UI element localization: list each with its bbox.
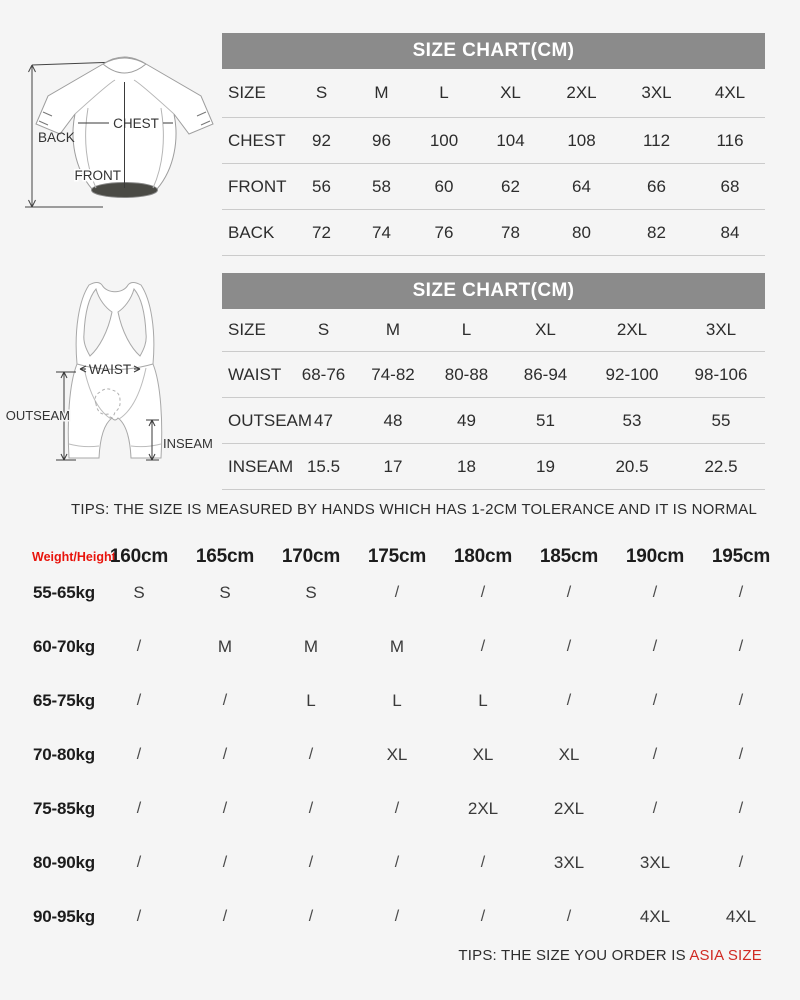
value-cell: 15.5 [306,456,341,476]
header-cell: S [317,320,330,339]
header-cell: XL [535,320,556,339]
value-cell: 112 [642,130,671,150]
bib-table-header [222,309,765,352]
slash-cell: / [136,638,142,655]
row-label: BACK [228,222,275,242]
size-cell: XL [558,745,580,764]
weight-height-corner-label: Weight/Height [32,550,116,564]
size-cell: 4XL [639,907,671,926]
size-cell: XL [472,745,494,764]
value-cell: 53 [622,410,642,430]
table-row [222,164,765,210]
value-cell: 100 [429,130,459,150]
row-label: WAIST [228,364,282,384]
value-cell: 78 [501,222,520,242]
row-label: OUTSEAM [228,410,313,430]
value-cell: 80 [572,222,591,242]
header-cell: 2XL [566,83,597,102]
jersey-table-body [222,118,765,256]
value-cell: 92 [312,130,331,150]
tips-asia-size-prefix: TIPS: THE SIZE YOU ORDER IS [458,947,690,964]
value-cell: 76 [434,222,454,242]
row-label: CHEST [228,130,286,150]
slash-cell: / [222,908,228,925]
value-cell: 96 [372,130,391,150]
jersey-table-title: SIZE CHART(CM) [222,33,765,69]
slash-cell: / [566,638,572,655]
size-cell: S [219,583,231,602]
value-cell: 74 [372,222,391,242]
size-cell: L [392,691,402,710]
slash-cell: / [222,854,228,871]
value-cell: 92-100 [605,364,659,384]
slash-cell: / [394,854,400,871]
value-cell: 98-106 [694,364,748,384]
value-cell: 22.5 [704,456,738,476]
value-cell: 74-82 [371,364,415,384]
weight-row-label: 75-85kg [33,799,95,818]
header-cell: 3XL [705,320,737,339]
jersey-diagram [8,38,220,214]
value-cell: 19 [536,456,555,476]
slash-cell: / [738,854,744,871]
slash-cell: / [394,800,400,817]
slash-cell: / [222,692,228,709]
height-header-cell: 165cm [195,546,255,567]
height-header-cell: 185cm [539,546,599,567]
slash-cell: / [738,746,744,763]
slash-cell: / [652,746,658,763]
slash-cell: / [566,584,572,601]
table-row [222,118,765,164]
value-cell: 80-88 [444,364,489,384]
height-header-cell: 180cm [453,546,513,567]
tips-asia-size [0,947,762,964]
slash-cell: / [308,854,314,871]
table-row [222,210,765,256]
size-cell: L [306,691,316,710]
slash-cell: / [136,746,142,763]
slash-cell: / [222,746,228,763]
height-header-cell: 195cm [711,546,771,567]
slash-cell: / [394,908,400,925]
value-cell: 18 [457,456,476,476]
weight-row-label: 90-95kg [33,907,95,926]
size-cell: S [305,583,317,602]
value-cell: 104 [496,130,525,150]
size-cell: L [478,691,488,710]
slash-cell: / [652,638,658,655]
size-cell: 2XL [553,799,585,818]
height-header-cell: 170cm [281,546,341,567]
bib-inseam-label: INSEAM [163,436,213,451]
bib-table-body [222,352,765,490]
jersey-size-table [222,33,765,256]
slash-cell: / [136,800,142,817]
header-cell: L [439,83,449,102]
slash-cell: / [480,638,486,655]
slash-cell: / [566,908,572,925]
value-cell: 68 [720,176,740,196]
slash-cell: / [136,692,142,709]
slash-cell: / [652,692,658,709]
row-label: FRONT [228,176,287,196]
header-cell: 4XL [714,83,746,102]
weight-row-label: 80-90kg [33,853,95,872]
weight-row-label: 60-70kg [33,637,95,656]
value-cell: 116 [716,130,744,150]
bib-table-title: SIZE CHART(CM) [222,273,765,309]
slash-cell: / [652,800,658,817]
value-cell: 51 [536,410,555,430]
size-cell: M [303,637,319,656]
slash-cell: / [652,584,658,601]
header-cell: M [374,83,389,102]
value-cell: 72 [312,222,331,242]
header-cell: XL [500,83,521,102]
header-cell: L [461,320,472,339]
header-cell: 3XL [641,83,672,102]
slash-cell: / [480,854,486,871]
bib-outseam-label: OUTSEAM [5,408,70,423]
header-cell: 2XL [616,320,648,339]
table-row [222,444,765,490]
slash-cell: / [308,746,314,763]
weight-row-label: 70-80kg [33,745,95,764]
value-cell: 66 [647,176,666,196]
slash-cell: / [222,800,228,817]
slash-cell: / [480,908,486,925]
size-cell: S [133,583,145,602]
value-cell: 20.5 [615,456,649,476]
height-header-cell: 190cm [625,546,685,567]
table-row [222,352,765,398]
value-cell: 82 [647,222,666,242]
size-cell: M [389,637,405,656]
slash-cell: / [480,584,486,601]
size-matrix-body [32,566,784,944]
slash-cell: / [136,854,142,871]
slash-cell: / [394,584,400,601]
value-cell: 60 [434,176,454,196]
table-row [222,398,765,444]
weight-row-label: 55-65kg [33,583,95,602]
height-header-cell: 160cm [109,546,169,567]
value-cell: 62 [501,176,520,196]
size-cell: 3XL [553,853,585,872]
slash-cell: / [738,800,744,817]
row-label: INSEAM [228,456,294,476]
jersey-table-header [222,69,765,118]
slash-cell: / [308,800,314,817]
value-cell: 55 [711,410,731,430]
jersey-chest-label: CHEST [113,116,159,131]
value-cell: 56 [312,176,331,196]
value-cell: 86-94 [523,364,568,384]
size-cell: 2XL [467,799,499,818]
weight-row-label: 65-75kg [33,691,95,710]
height-header-cell: 175cm [367,546,427,567]
bib-waist-label: WAIST [88,362,132,377]
value-cell: 84 [720,222,740,242]
jersey-back-label: BACK [38,130,75,145]
value-cell: 108 [567,130,596,150]
value-cell: 64 [572,176,591,196]
value-cell: 58 [372,176,391,196]
header-cell: SIZE [228,83,266,102]
tips-asia-size-highlight: ASIA SIZE [689,947,762,964]
slash-cell: / [308,908,314,925]
value-cell: 49 [457,410,476,430]
value-cell: 68-76 [301,364,346,384]
slash-cell: / [738,692,744,709]
header-cell: M [385,320,401,339]
size-cell: M [217,637,233,656]
value-cell: 47 [314,410,333,430]
tips-measure-tolerance: TIPS: THE SIZE IS MEASURED BY HANDS WHICH HAS 1-2CM TOLERANCE AND IT IS NORMAL [70,501,757,518]
value-cell: 48 [383,410,403,430]
header-cell: S [315,83,328,102]
header-cell: SIZE [228,320,266,339]
bib-size-table [222,273,765,490]
slash-cell: / [566,692,572,709]
jersey-front-label: FRONT [74,168,121,183]
size-cell: 3XL [639,853,671,872]
value-cell: 17 [383,456,403,476]
size-cell: 4XL [725,907,757,926]
slash-cell: / [738,584,744,601]
slash-cell: / [738,638,744,655]
bib-shorts-diagram [0,272,230,482]
size-cell: XL [386,745,408,764]
slash-cell: / [136,908,142,925]
